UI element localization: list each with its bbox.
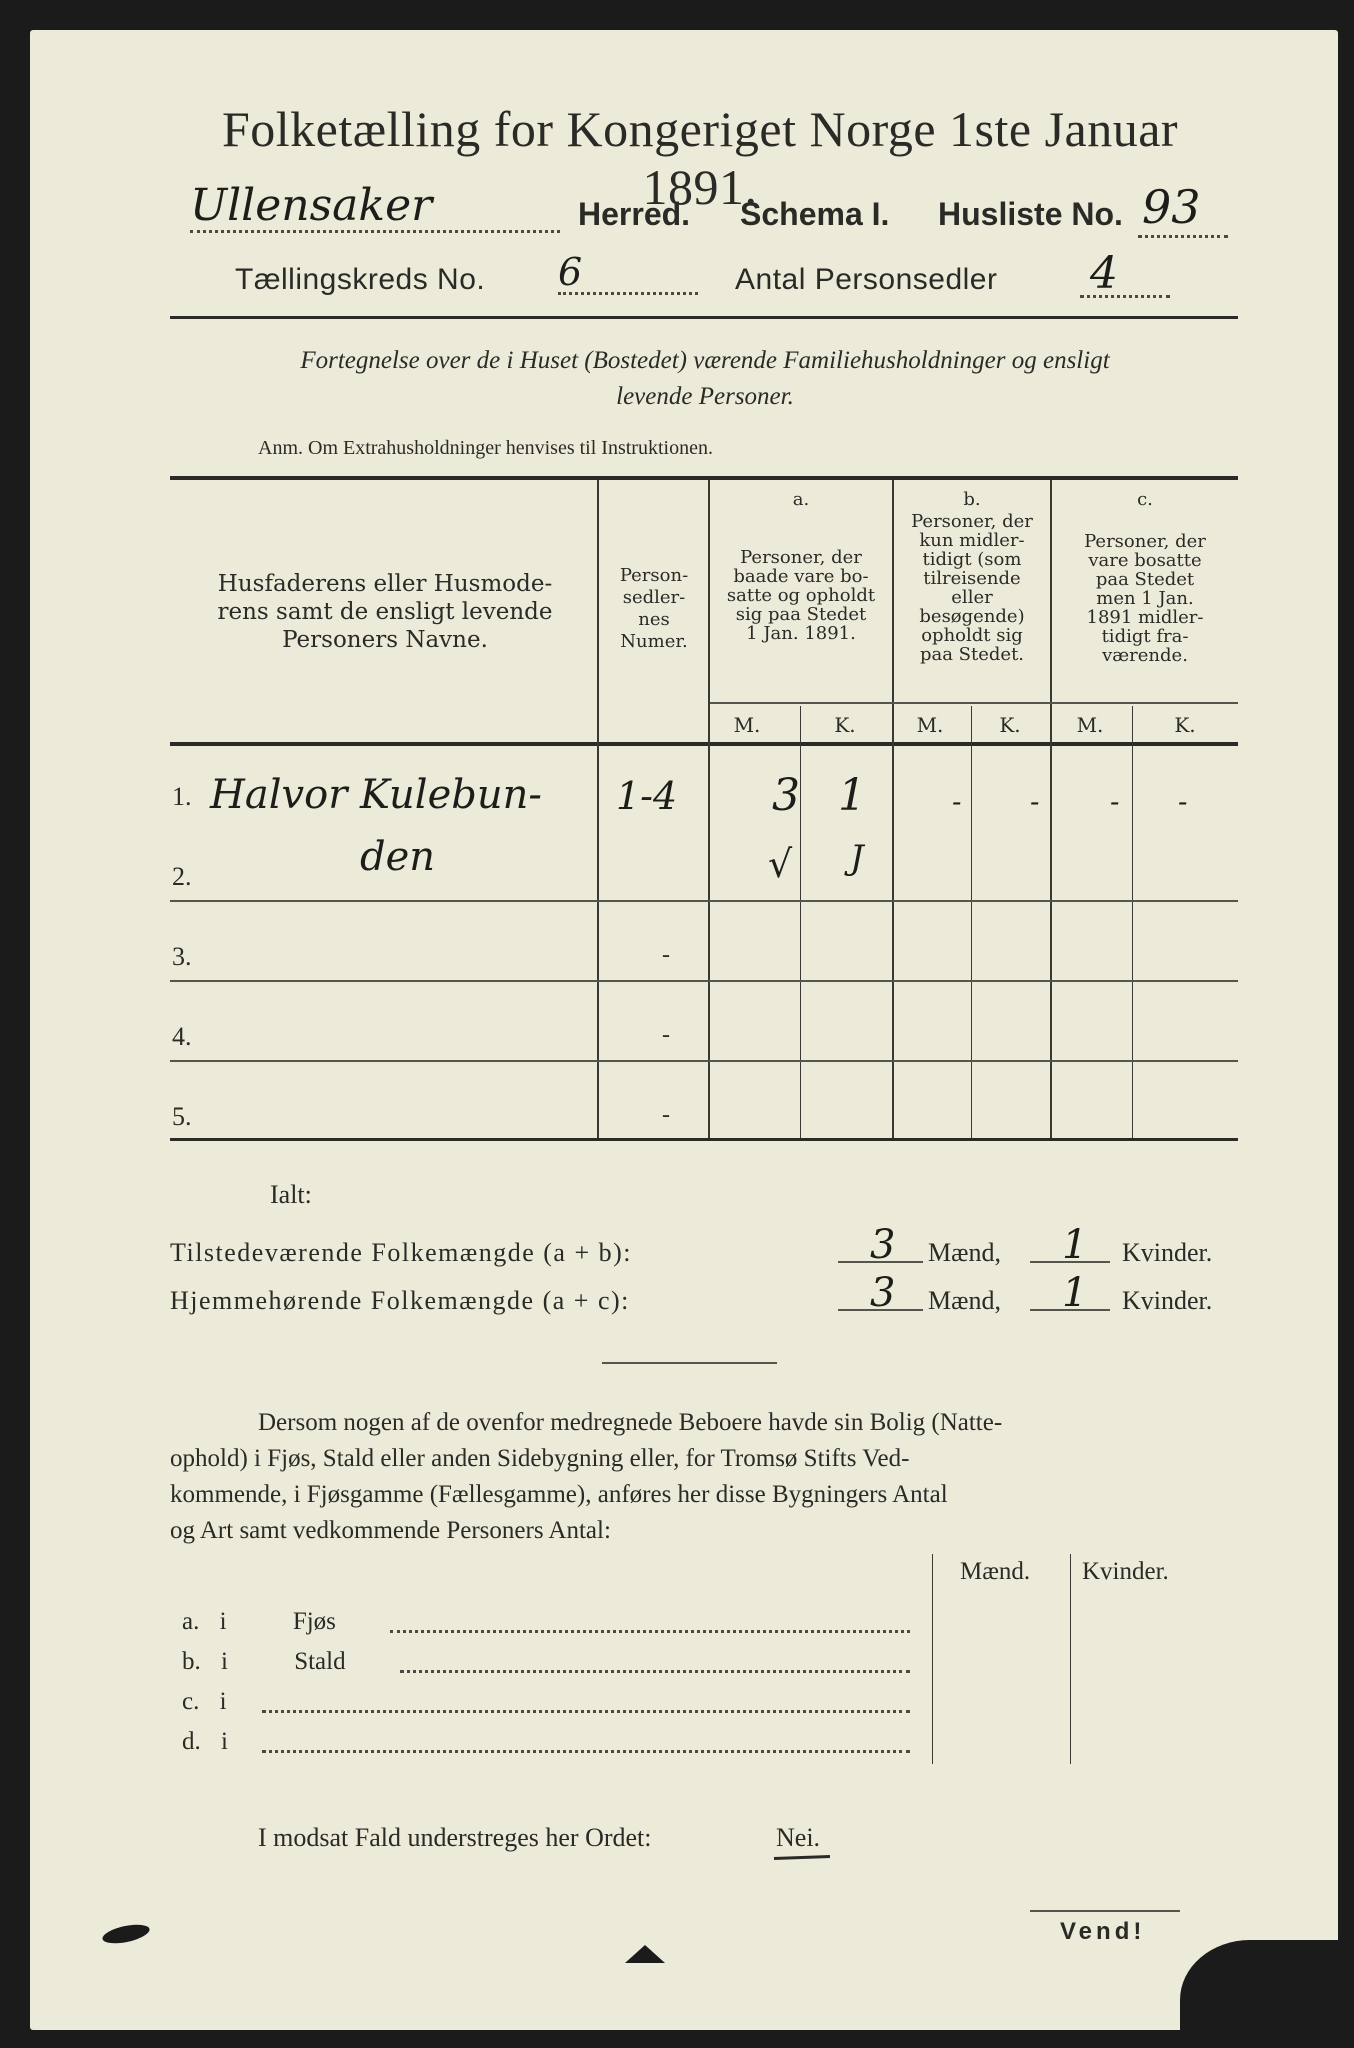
table-top-rule — [170, 476, 1238, 480]
col-b-header-line3: tidigt (som — [922, 549, 1022, 570]
col-numer-header-line3: nes — [638, 609, 670, 630]
row1-numer: 1-4 — [616, 774, 678, 818]
building-row-b-label: Stald — [294, 1648, 346, 1675]
building-row-b-letter: b. — [182, 1648, 201, 1675]
row1-c-m: - — [1110, 785, 1120, 818]
row1-c-k: - — [1178, 785, 1188, 818]
row-rule-3 — [170, 1060, 1238, 1062]
building-row-c-letter: c. — [182, 1688, 200, 1715]
building-row-d-dots — [262, 1750, 910, 1753]
row-number-4: 4. — [172, 1022, 192, 1051]
col-numer-header-line4: Numer. — [620, 631, 688, 652]
c-k-label: K. — [1174, 713, 1196, 737]
ink-blot-left — [101, 1921, 151, 1947]
schema-label: Schema I. — [740, 196, 890, 232]
row-number-2: 2. — [172, 862, 192, 891]
col-divider-name — [597, 480, 599, 1138]
row-rule-2 — [170, 980, 1238, 982]
herred-dotted-line — [190, 230, 560, 233]
antal-dotted-line — [1080, 295, 1170, 298]
vend-rule — [1030, 1910, 1180, 1912]
building-row-d-i: i — [221, 1728, 228, 1755]
building-row-b — [182, 1648, 346, 1676]
table-bottom-rule — [170, 1138, 1238, 1141]
col-a-letter: a. — [792, 489, 810, 510]
col-b-header-line2: kun midler- — [919, 530, 1025, 551]
col-c-header-line7: værende. — [1102, 645, 1188, 666]
b-k-label: K. — [999, 713, 1021, 737]
buildings-divider-right — [1070, 1554, 1071, 1764]
col-numer-header — [600, 565, 708, 653]
col-b-letter: b. — [963, 489, 981, 510]
b-m-label: M. — [916, 713, 944, 737]
col-b-header-line1: Personer, der — [911, 511, 1033, 532]
building-row-d — [182, 1728, 228, 1756]
row-rule-1 — [170, 900, 1238, 902]
row1-name-line2: den — [360, 834, 436, 880]
row-number-3: 3. — [172, 942, 192, 971]
row3-numer-dash: - — [662, 942, 670, 968]
row5-numer-dash: - — [662, 1102, 670, 1128]
building-row-c-i: i — [219, 1688, 227, 1715]
row1-a-m: 3 — [772, 770, 800, 821]
nei-word: Nei. — [776, 1823, 821, 1852]
col-c-header-line3: paa Stedet — [1095, 569, 1195, 590]
buildings-paragraph-line2: ophold) i Fjøs, Stald eller anden Sidebygning eller, for Tromsø Stifts Ved- — [170, 1445, 910, 1472]
herred-label: Herred. — [578, 196, 691, 232]
buildings-paragraph — [170, 1405, 1238, 1549]
building-row-b-dots — [400, 1670, 910, 1673]
buildings-col-maend: Mænd. — [960, 1558, 1031, 1585]
col-a-header — [710, 548, 892, 643]
col-b-header-line5: eller — [951, 587, 993, 608]
herred-handwritten: Ullensaker — [190, 180, 433, 231]
building-row-a-i: i — [219, 1608, 227, 1635]
buildings-col-kvinder: Kvinder. — [1082, 1558, 1169, 1585]
a-k-label: K. — [834, 713, 856, 737]
col-divider-am-ak — [800, 706, 801, 1138]
ialt-label: Ialt: — [270, 1180, 312, 1209]
a-m-label: M. — [733, 713, 761, 737]
husliste-number: 93 — [1142, 180, 1201, 234]
antal-label: Antal Personsedler — [735, 263, 998, 296]
row4-numer-dash: - — [662, 1022, 670, 1048]
tilstede-label: Tilstedeværende Folkemængde (a + b): — [170, 1238, 632, 1267]
tilstede-kvinder-value: 1 — [1062, 1222, 1088, 1268]
header-rule — [170, 316, 1238, 319]
hjemme-kvinder-value: 1 — [1062, 1270, 1088, 1316]
col-divider-cm-ck — [1132, 706, 1133, 1138]
buildings-paragraph-line3: kommende, i Fjøsgamme (Fællesgamme), anføres her disse Bygningers Antal — [170, 1481, 948, 1508]
row2-a-m-check: √ — [768, 842, 793, 886]
building-row-b-i: i — [221, 1648, 228, 1675]
col-divider-bm-bk — [971, 706, 972, 1138]
col-a-header-line4: sig paa Stedet — [735, 604, 867, 625]
vend-word: Vend! — [1060, 1918, 1146, 1945]
section-separator — [602, 1362, 777, 1364]
col-b-header-line7: opholdt sig — [921, 625, 1023, 646]
col-b-header-line6: besøgende) — [919, 606, 1025, 627]
buildings-paragraph-line4: og Art samt vedkommende Personers Antal: — [170, 1517, 611, 1544]
col-c-header-line6: tidigt fra- — [1101, 626, 1189, 647]
col-a-header-line2: baade vare bo- — [733, 566, 869, 587]
col-a-header-line5: 1 Jan. 1891. — [746, 623, 856, 644]
tilstede-maend-word: Mænd, — [928, 1238, 1001, 1267]
kreds-number: 6 — [558, 250, 583, 294]
col-b-header-line4: tilreisende — [923, 568, 1021, 589]
building-row-a-dots — [390, 1630, 910, 1633]
row1-b-m: - — [952, 785, 962, 818]
col-name-header-line1: Husfaderens eller Husmode- — [217, 571, 553, 597]
hjemme-maend-value: 3 — [870, 1270, 896, 1316]
tilstede-kvinder-word: Kvinder. — [1122, 1238, 1213, 1267]
kreds-label: Tællingskreds No. — [235, 263, 486, 296]
buildings-divider-left — [932, 1554, 933, 1764]
col-c-header — [1052, 532, 1238, 665]
col-a-header-line3: satte og opholdt — [726, 585, 876, 606]
row-number-5: 5. — [172, 1102, 192, 1131]
col-a-header-line1: Personer, der — [740, 547, 862, 568]
building-row-a-letter: a. — [182, 1608, 200, 1635]
tilstede-maend-value: 3 — [870, 1222, 896, 1268]
col-c-header-line5: 1891 midler- — [1086, 607, 1204, 628]
col-numer-header-line2: sedler- — [622, 587, 686, 608]
row-number-1: 1. — [172, 782, 192, 811]
census-form-sheet — [30, 30, 1338, 2030]
husliste-label: Husliste No. — [938, 196, 1123, 232]
col-name-header — [180, 570, 590, 654]
building-row-c-dots — [262, 1710, 910, 1713]
hjemme-label: Hjemmehørende Folkemængde (a + c): — [170, 1286, 630, 1315]
row1-name-line1: Halvor Kulebun- — [210, 772, 542, 818]
ink-mark-bottom — [625, 1945, 665, 1963]
building-row-a — [182, 1608, 336, 1636]
row1-a-k: 1 — [838, 770, 866, 821]
col-c-header-line4: men 1 Jan. — [1096, 588, 1194, 609]
building-row-d-letter: d. — [182, 1728, 201, 1755]
col-name-header-line3: Personers Navne. — [282, 627, 488, 653]
antal-number: 4 — [1090, 248, 1118, 299]
building-row-a-label: Fjøs — [292, 1608, 336, 1635]
building-row-c — [182, 1688, 227, 1716]
col-b-header-line8: paa Stedet. — [919, 644, 1025, 665]
hjemme-kvinder-word: Kvinder. — [1122, 1286, 1213, 1315]
col-c-header-line2: vare bosatte — [1088, 550, 1202, 571]
mk-subheader-rule — [710, 702, 1238, 704]
husliste-dotted-line — [1138, 235, 1228, 238]
buildings-paragraph-line1: Dersom nogen af de ovenfor medregnede Beboere havde sin Bolig (Natte- — [258, 1409, 1003, 1436]
row2-a-k-check: J — [850, 838, 864, 878]
c-m-label: M. — [1076, 713, 1104, 737]
col-b-header — [894, 512, 1050, 664]
col-name-header-line2: rens samt de ensligt levende — [217, 599, 553, 625]
form-title: Folketælling for Kongeriget Norge 1ste Januar 1891. — [221, 101, 1179, 215]
intro-line1: Fortegnelse over de i Huset (Bostedet) værende Familiehusholdninger og ensligt — [300, 347, 1110, 374]
hjemme-maend-word: Mænd, — [928, 1286, 1001, 1315]
col-c-header-line1: Personer, der — [1084, 531, 1206, 552]
nei-underline-mark — [774, 1855, 830, 1860]
col-c-letter: c. — [1137, 489, 1153, 510]
col-numer-header-line1: Person- — [619, 565, 689, 586]
torn-corner — [1180, 1940, 1340, 2035]
kreds-dotted-line — [558, 292, 698, 295]
intro-line2: levende Personer. — [616, 383, 794, 410]
modsat-text: I modsat Fald understreges her Ordet: — [258, 1823, 652, 1852]
row1-b-k: - — [1030, 785, 1040, 818]
table-header-bottom-rule — [170, 742, 1238, 746]
anm-note: Anm. Om Extrahusholdninger henvises til Instruktionen. — [258, 437, 713, 459]
